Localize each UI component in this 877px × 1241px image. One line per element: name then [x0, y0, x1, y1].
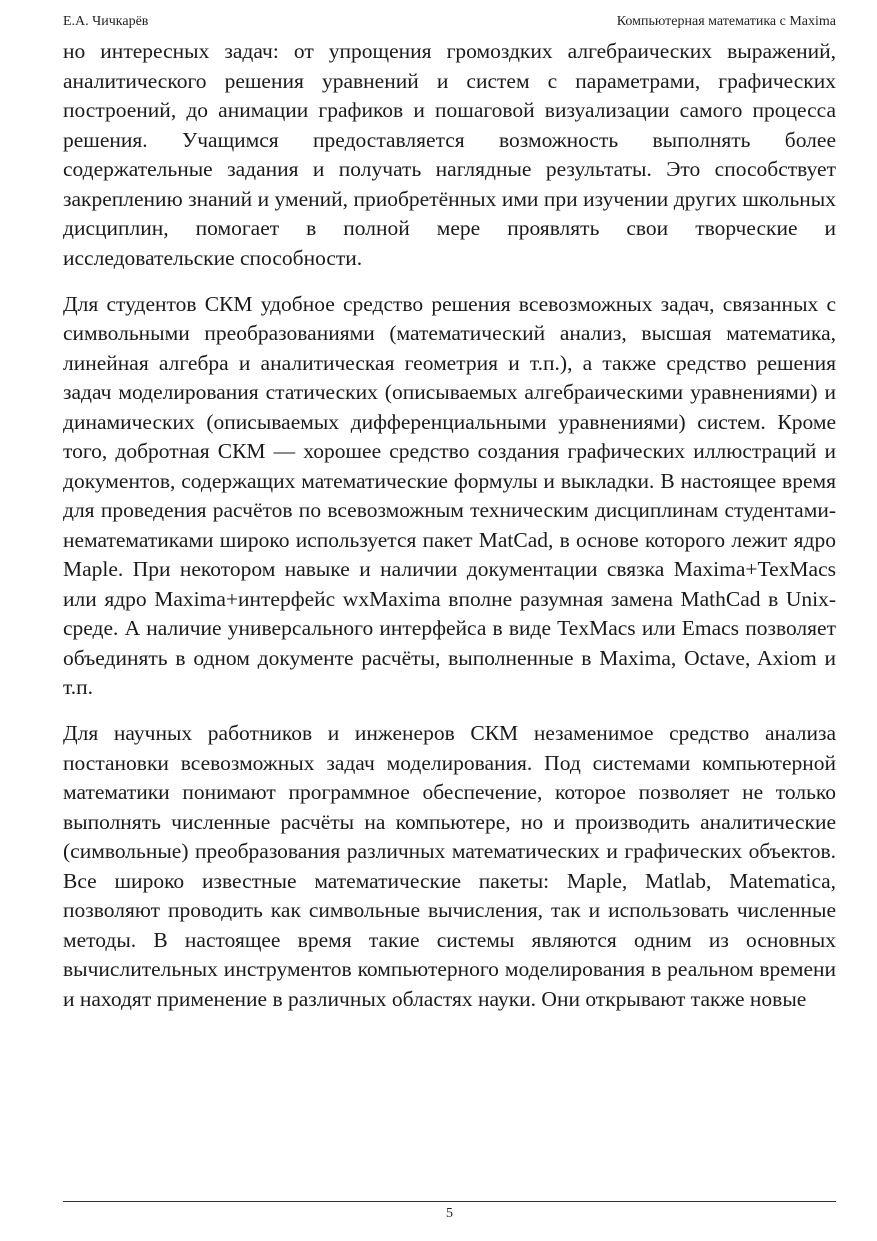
paragraph-students: Для студентов СКМ удобное средство решения всевозможных задач, связанных с символьными преобразованиями (математический анализ, высшая математика, линейная алгебра и аналитическая геометрия и т.п.), а также средство решения задач моделирования статических (описываемых алгебраическими уравнениями) и динамических (описываемых дифференциальными уравнениями) систем. Кроме того, добротная СКМ — хорошее средство создания графических иллюстраций и документов, содержащих математические формулы и выкладки. В настоящее время для проведения расчётов по всевозможным техническим дисциплинам студентами-нематематиками широко используется пакет MatCad, в основе которого лежит ядро Maple. При некотором навыке и наличии документации связка Maxima+TexMacs или ядро Maxima+интерфейс wxMaxima вполне разумная замена MathCad в Unix-среде. А наличие универсального интерфейса в виде TexMacs или Emacs позволяет объединять в одном документе расчёты, выполненные в Maxima, Octave, Axiom и т.п. [63, 291, 836, 699]
header-book-title: Компьютерная математика с Maxima [616, 14, 836, 29]
document-page [63, 0, 836, 1241]
running-header [63, 14, 836, 36]
paragraph-researchers: Для научных работников и инженеров СКМ незаменимое средство анализа постановки всевозможных задач моделирования. Под системами компьютерной математики понимают программное обеспечение, которое позволяет не только выполнять численные расчёты на компьютере, но и производить аналитические (символьные) преобразования различных математических и графических объектов. Все широко известные математические пакеты: Maple, Matlab, Matematica, позволяют проводить как символьные вычисления, так и использовать численные методы. В настоящее время такие системы являются одним из основных вычислительных инструментов компьютерного моделирования в реальном времени и находят применение в различных областях науки. Они открывают также новые [63, 721, 836, 1011]
page-number: 5 [446, 1206, 453, 1221]
header-author: Е.А. Чичкарёв [63, 14, 149, 29]
footer-divider [63, 1201, 836, 1202]
body-text [63, 37, 836, 1031]
paragraph-continued: но интересных задач: от упрощения громоздких алгебраических выражений, аналитического решения уравнений и систем с параметрами, графических построений, до анимации графиков и пошаговой визуализации самого процесса решения. Учащимся предоставляется возможность выполнять более содержательные задания и получать наглядные результаты. Это способствует закреплению знаний и умений, приобретённых ими при изучении других школьных дисциплин, помогает в полной мере проявлять свои творческие и исследовательские способности. [63, 39, 836, 270]
